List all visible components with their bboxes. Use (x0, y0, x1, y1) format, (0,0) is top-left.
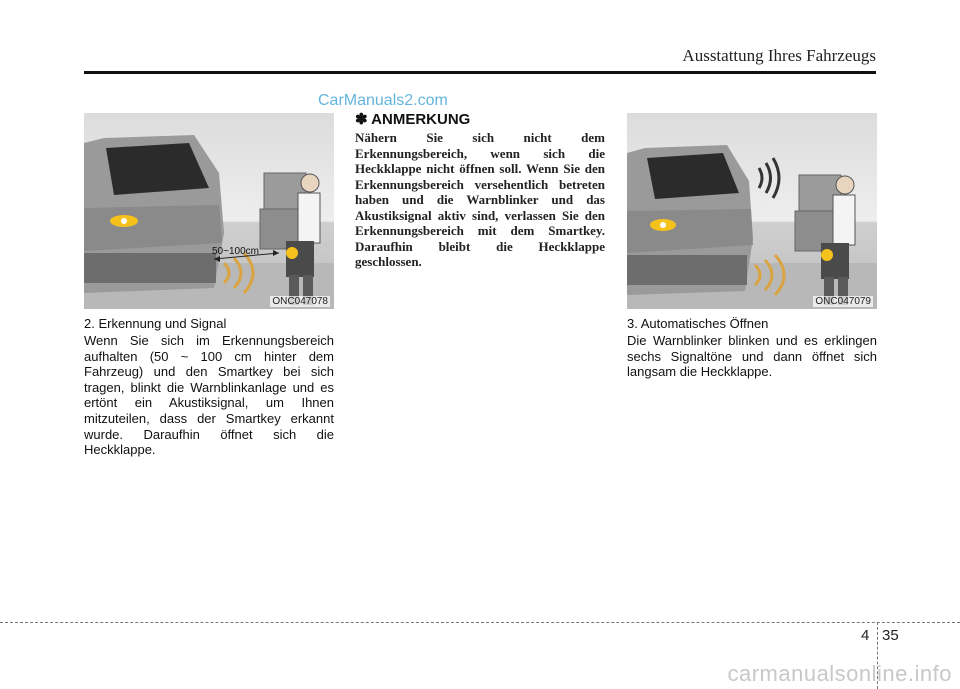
page-number: 35 (882, 627, 899, 644)
watermark-top: CarManuals2.com (318, 92, 448, 109)
header-rule (84, 71, 876, 74)
illustration-automatic-opening (627, 113, 877, 309)
left-body-text: Wenn Sie sich im Erkennungsbereich aufhalten (50 ~ 100 cm hinter dem Fahrzeug) und den Smartkey bei sich tragen, blinkt die Warnblinkanlage und es ertönt ein Akustiksignal, um Ihnen mitzuteilen, dass der Smartkey erkannt wurde. Daraufhin öffnet sich die Heckklappe. (84, 333, 334, 458)
left-heading: 2. Erkennung und Signal (84, 316, 227, 331)
footer-rule (0, 622, 960, 623)
figure-code: ONC047078 (272, 296, 328, 307)
distance-label: 50~100cm (212, 246, 259, 257)
watermark-bottom: carmanualsonline.info (727, 661, 952, 686)
right-body-text: Die Warnblinker blinken und es erklingen sechs Signaltöne und dann öffnet sich langsam die Heckklappe. (627, 333, 877, 380)
note-body-text: Nähern Sie sich nicht dem Erkennungsbereich, wenn sich die Heckklappe nicht öffnen soll. Wenn Sie den Erkennungsbereich versehentlich betreten haben und die Warnblinker und das Akustiksignal aktiv sind, verlassen Sie den Erkennungsbereich mit dem Smartkey. Daraufhin bleibt die Heckklappe geschlossen. (355, 130, 605, 269)
car-rear-with-person-illustration (84, 113, 334, 309)
right-heading: 3. Automatisches Öffnen (627, 316, 769, 331)
illustration-detection (84, 113, 334, 309)
car-rear-with-person-illustration (627, 113, 877, 309)
figure-code: ONC047079 (815, 296, 871, 307)
section-title: Ausstattung Ihres Fahrzeugs (682, 46, 876, 65)
note-heading: ✽ ANMERKUNG (355, 111, 471, 128)
chapter-number: 4 (861, 627, 870, 644)
